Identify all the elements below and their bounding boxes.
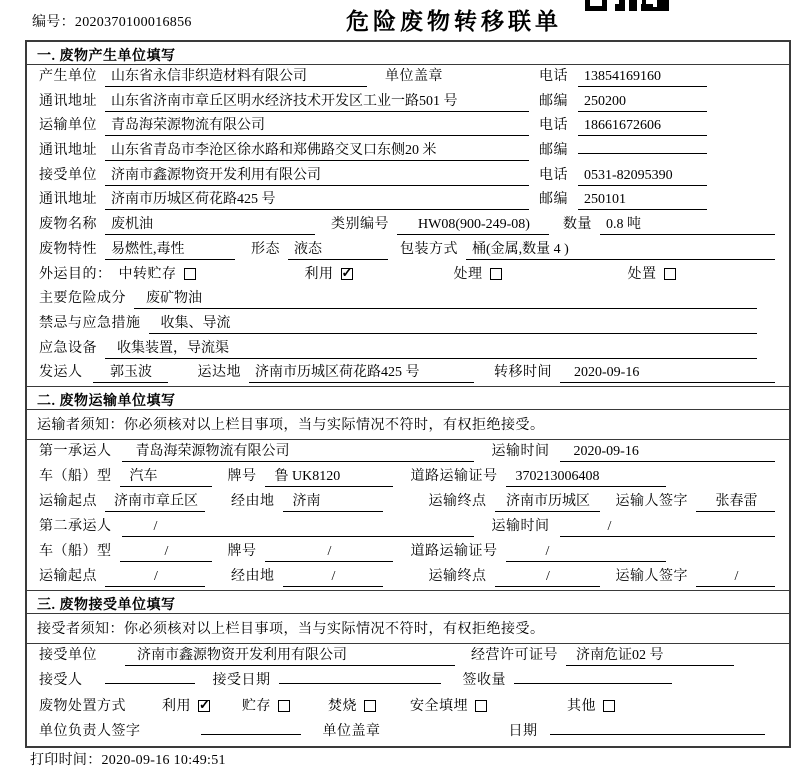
purpose-label: 外运目的： — [39, 266, 112, 282]
purpose-treatment-label: 处理 — [453, 266, 483, 282]
transporter-value: 青岛海荣源物流有限公司 — [105, 114, 529, 136]
page-title: 危险废物转移联单 — [346, 9, 562, 34]
permit-label: 经营许可证号 — [471, 647, 558, 663]
terminus2-value: / — [495, 569, 600, 587]
characteristics-label: 废物特性 — [39, 241, 97, 257]
destination-value: 济南市历城区荷花路425 号 — [249, 361, 474, 383]
disposal-storage-checkbox — [278, 700, 290, 712]
receiver1-label: 接受单位 — [39, 167, 97, 183]
section2-header: 二. 废物运输单位填写 — [27, 386, 789, 410]
transporter-label: 运输单位 — [39, 118, 97, 134]
emergency-value: 收集、导流 — [149, 312, 758, 334]
hazard-label: 主要危险成分 — [39, 291, 126, 307]
terminus1-value: 济南市历城区 — [495, 490, 600, 512]
first-carrier-row — [27, 440, 789, 465]
manifest-form — [25, 40, 791, 748]
sign1-label: 运输人签字 — [615, 493, 688, 509]
transport-time2-value: / — [560, 519, 776, 537]
address1-label: 通讯地址 — [39, 93, 97, 109]
date-value — [550, 733, 766, 735]
producer-address-row — [27, 90, 789, 115]
plate2-label: 牌号 — [227, 543, 257, 559]
print-time-label: 打印时间： — [30, 753, 102, 768]
disposal-other-checkbox — [603, 700, 615, 712]
carrier1-label: 第一承运人 — [39, 443, 112, 459]
disposal-incineration-checkbox — [364, 700, 376, 712]
address3-label: 通讯地址 — [39, 192, 97, 208]
disposal-reuse-checkbox — [198, 700, 210, 712]
quantity-value: 0.8 吨 — [600, 213, 775, 235]
section2-notice: 运输者须知：你必须核对以上栏目事项，当与实际情况不符时，有权拒绝接受。 — [27, 410, 789, 440]
shipper-value: 郭玉波 — [93, 361, 168, 383]
road-permit2-label: 道路运输证号 — [410, 543, 498, 559]
carrier2-label: 第二承运人 — [39, 518, 112, 534]
origin2-label: 运输起点 — [39, 568, 97, 584]
phone2-label: 电话 — [539, 118, 568, 134]
vehicle2-label: 车（船）型 — [39, 543, 112, 559]
second-carrier-row — [27, 515, 789, 540]
transfer-time-label: 转移时间 — [494, 365, 552, 381]
receiver-address-row — [27, 188, 789, 213]
section3-body — [27, 644, 789, 746]
disposal-reuse-label: 利用 — [162, 698, 191, 714]
terminus1-label: 运输终点 — [428, 493, 487, 509]
sign2-value: / — [696, 569, 775, 587]
phone1-value: 13854169160 — [578, 69, 707, 87]
unit-seal3-label: 单位盖章 — [322, 724, 381, 740]
vehicle2-row — [27, 540, 789, 565]
purpose-reuse-label: 利用 — [304, 266, 334, 282]
road-permit2-value: / — [506, 544, 666, 562]
origin1-label: 运输起点 — [39, 493, 97, 509]
receiver-row — [27, 164, 789, 189]
via2-value: / — [283, 569, 383, 587]
phone3-label: 电话 — [539, 167, 568, 183]
address2-value: 山东省青岛市李沧区徐水路和郑佛路交叉口东侧20 米 — [105, 139, 529, 161]
purpose-disposal-label: 处置 — [627, 266, 657, 282]
transporter-address-row — [27, 139, 789, 164]
received-qty-label: 签收量 — [462, 673, 506, 689]
emergency-label: 禁忌与应急措施 — [39, 315, 141, 331]
plate1-label: 牌号 — [227, 468, 257, 484]
producer-label: 产生单位 — [39, 69, 97, 84]
disposal-storage-label: 贮存 — [242, 698, 271, 714]
address2-label: 通讯地址 — [39, 143, 97, 159]
disposal-incineration-label: 焚烧 — [328, 698, 357, 714]
serial-label: 编号： — [32, 15, 75, 30]
carrier2-value: / — [122, 519, 474, 537]
carrier1-value: 青岛海荣源物流有限公司 — [122, 440, 474, 462]
origin1-value: 济南市章丘区 — [105, 490, 205, 512]
waste-name-label: 废物名称 — [39, 217, 97, 233]
print-time — [30, 749, 226, 768]
section1-header: 一. 废物产生单位填写 — [27, 42, 789, 65]
destination-label: 运达地 — [197, 365, 241, 381]
origin2-value: / — [105, 569, 205, 587]
date-label: 日期 — [508, 724, 538, 740]
category-value: HW08(900-249-08) — [397, 217, 549, 235]
serial-value: 2020370100016856 — [74, 15, 192, 30]
section1-body — [27, 65, 789, 386]
road-permit1-value: 370213006408 — [506, 469, 666, 487]
purpose-reuse-checkbox — [341, 268, 353, 280]
zip3-label: 邮编 — [539, 192, 568, 208]
manager-sign-label: 单位负责人签字 — [39, 724, 141, 740]
terminus2-label: 运输终点 — [428, 568, 487, 584]
zip2-label: 邮编 — [539, 143, 568, 159]
transporter-row — [27, 114, 789, 139]
serial-number — [32, 11, 192, 31]
accepting-unit-value: 济南市鑫源物资开发利用有限公司 — [125, 644, 455, 666]
zip1-label: 邮编 — [539, 93, 568, 109]
waste-name-row — [27, 213, 789, 238]
transport-time2-label: 运输时间 — [491, 518, 550, 534]
accept-date-value — [279, 682, 441, 684]
acceptor-label: 接受人 — [39, 673, 83, 689]
form-state-value: 液态 — [288, 238, 388, 260]
purpose-treatment-checkbox — [490, 268, 502, 280]
packaging-label: 包装方式 — [400, 241, 458, 257]
disposal-other-label: 其他 — [567, 698, 596, 714]
purpose-disposal-checkbox — [664, 268, 676, 280]
purpose-transfer-storage-label: 中转贮存 — [118, 266, 177, 282]
qr-code-icon — [585, 0, 669, 16]
transport-time1-label: 运输时间 — [491, 443, 550, 459]
manager-sign-value — [201, 733, 301, 735]
permit-value: 济南危证02 号 — [566, 644, 734, 666]
characteristics-value: 易燃性,毒性 — [105, 238, 235, 260]
hazard-component-row — [27, 287, 789, 312]
unit-seal-label: 单位盖章 — [385, 69, 443, 84]
phone3-value: 0531-82095390 — [578, 168, 707, 186]
vehicle1-value: 汽车 — [120, 465, 212, 487]
waste-characteristics-row — [27, 238, 789, 263]
zip2-value — [578, 152, 707, 154]
disposal-landfill-label: 安全填埋 — [410, 698, 468, 714]
acceptor-value — [105, 682, 195, 684]
receiver1-value: 济南市鑫源物资开发利用有限公司 — [105, 164, 529, 186]
accept-date-label: 接受日期 — [212, 673, 271, 689]
address1-value: 山东省济南市章丘区明水经济技术开发区工业一路501 号 — [105, 90, 529, 112]
vehicle2-value: / — [120, 544, 212, 562]
section3-header: 三. 废物接受单位填写 — [27, 590, 789, 614]
zip3-value: 250101 — [578, 192, 707, 210]
vehicle1-label: 车（船）型 — [39, 468, 112, 484]
plate1-value: 鲁 UK8120 — [265, 465, 393, 487]
plate2-value: / — [265, 544, 393, 562]
emergency-measures-row — [27, 312, 789, 337]
vehicle1-row — [27, 465, 789, 490]
received-qty-value — [514, 682, 672, 684]
quantity-label: 数量 — [563, 217, 592, 233]
manager-signature-row — [27, 720, 789, 746]
road-permit1-label: 道路运输证号 — [410, 468, 498, 484]
route1-row — [27, 490, 789, 515]
via1-value: 济南 — [283, 490, 383, 512]
packaging-value: 桶(金属,数量 4 ) — [466, 238, 775, 260]
producer-row — [27, 65, 789, 90]
zip1-value: 250200 — [578, 94, 707, 112]
acceptor-row — [27, 669, 789, 695]
disposal-method-row — [27, 695, 789, 721]
route2-row — [27, 565, 789, 590]
via2-label: 经由地 — [231, 568, 275, 584]
transport-time1-value: 2020-09-16 — [560, 444, 776, 462]
shipper-label: 发运人 — [39, 365, 83, 381]
form-state-label: 形态 — [251, 241, 280, 257]
category-label: 类别编号 — [331, 217, 389, 233]
phone2-value: 18661672606 — [578, 118, 707, 136]
accepting-unit-label: 接受单位 — [39, 647, 97, 663]
phone1-label: 电话 — [539, 69, 568, 84]
hazard-value: 废矿物油 — [134, 287, 757, 309]
disposal-landfill-checkbox — [475, 700, 487, 712]
disposal-label: 废物处置方式 — [39, 698, 126, 714]
purpose-transfer-storage-checkbox — [184, 268, 196, 280]
accepting-unit-row — [27, 644, 789, 670]
via1-label: 经由地 — [231, 493, 275, 509]
emergency-equipment-row — [27, 337, 789, 362]
equipment-value: 收集装置，导流渠 — [105, 337, 757, 359]
shipper-row — [27, 361, 789, 386]
sign1-value: 张春雷 — [696, 490, 775, 512]
print-time-value: 2020-09-16 10:49:51 — [101, 753, 226, 768]
transfer-time-value: 2020-09-16 — [560, 365, 775, 383]
document-header — [0, 0, 796, 40]
waste-name-value: 废机油 — [105, 213, 315, 235]
address3-value: 济南市历城区荷花路425 号 — [105, 188, 529, 210]
producer-value: 山东省永信非织造材料有限公司 — [105, 65, 367, 87]
transport-purpose-row — [27, 263, 789, 288]
section3-notice: 接受者须知：你必须核对以上栏目事项，当与实际情况不符时，有权拒绝接受。 — [27, 614, 789, 644]
sign2-label: 运输人签字 — [615, 568, 688, 584]
section2-body — [27, 440, 789, 590]
equipment-label: 应急设备 — [39, 340, 97, 356]
